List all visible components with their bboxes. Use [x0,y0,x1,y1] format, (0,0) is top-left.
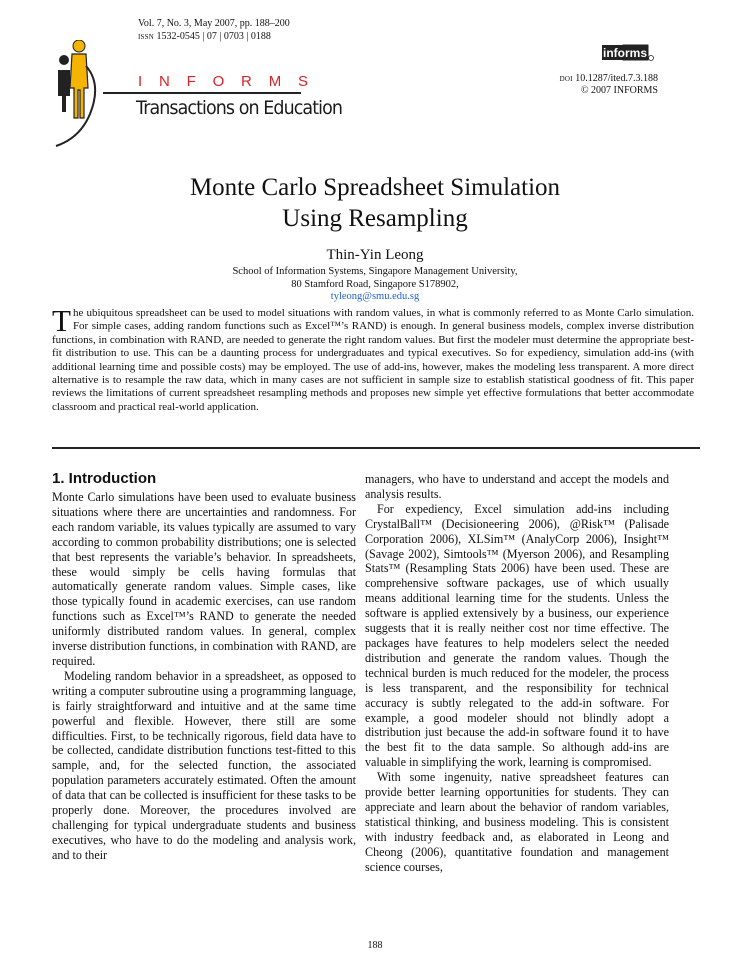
body-paragraph: managers, who have to understand and accept the models and analysis results. [365,472,669,501]
paper-title [0,172,750,234]
affiliation-line [0,279,750,304]
badge-text: informs [603,46,648,60]
affiliation-address: 80 Stamford Road, Singapore S178902, [291,278,459,290]
issn-label: issn [138,31,154,42]
title-line: Using Resampling [282,205,468,232]
abstract [52,303,694,414]
doi-label: doi [559,73,573,84]
doi-value: 10.1287/ited.7.3.188 [575,73,658,84]
body-paragraph: For expediency, Excel simulation add-ins including CrystalBall™ (Decisioneering 2006), @Risk™ (Palisade Corporation 2006), XLSim™ (AnalyCorp 2006), Insight™ (Savage 2002), Simtools™ (Myerson 2006), and Resampling Stats™ (Resampling Stats 2006) have been used. These are comprehensive software packages, use of which usually means additional learning time for the students. Unless the software is applied extensively by a business, our experience suggests that it is really neither cost nor time effective. The packages have features to help modelers select the needed distribution and generate the random values. Though the technical burden is much reduced for the modeler, the process is less transparent, and the responsibility for technical accuracy is subtly relegated to the add-in software. For example, a good modeler should not blindly adopt a distribution just because the add-in software found it to have the best fit to the data sample. So although add-ins are valuable in simplifying the work, learning is compromised. [365,501,669,770]
brand-letter: O [212,73,225,90]
right-column [365,472,669,874]
journal-figure-logo [50,40,108,150]
brand-letter: N [158,73,170,90]
abstract-divider [52,447,700,449]
brand-letter: F [186,73,196,90]
body-paragraph: Modeling random behavior in a spreadsheet, as opposed to writing a computer subroutine using a programming language, is fairly straightforward and intuitive and at the same time powerful and flexible. However, there still are some difficulties. First, to be technically rigorous, field data have to be collected, candidate distribution functions test-fitted to this sample, and, for the selected function, the associated population parameters accurately estimated. Often the amount of data that can be collected is insufficient for these tasks to be properly done. Moreover, the procedures involved are challenging for typical undergraduate students and business executives, who have to do the modeling and analysis work, and to their [52,668,356,862]
left-column [52,470,356,863]
journal-name: Transactions on Education [136,97,343,119]
abstract-dropcap: T [52,303,71,338]
body-paragraph: With some ingenuity, native spreadsheet features can provide better learning opportunities for students. They can appreciate and learn about the behavior of random variables, statistical thinking, and business modeling. This is consistent with industry feedback and, as elaborated in Leong and Cheong (2006), quantitative foundation and management science courses, [365,770,669,874]
brand-letters [138,73,308,90]
author-affiliation [0,266,750,304]
author-name: Thin-Yin Leong [326,247,424,263]
informs-badge-icon [602,44,654,61]
body-paragraph: Monte Carlo simulations have been used to evaluate business situations where there are uncertainties and randomness. For each random variable, its values typically are assumed to vary according to common probability distributions; one is selected that best represents the variable’s behavior. In spreadsheets, these would simply be cells having formulas that automatically generate random values. Simple cases, like those typically found in academic exercises, can use random functions such as Excel™’s RAND to generate the needed uniformly distributed random values. In general, complex inverse distribution functions, in combination with RAND, are required. [52,490,356,668]
page-number: 188 [367,940,383,951]
doi-line [560,73,658,85]
section-heading: 1. Introduction [52,470,157,487]
volume-line: Vol. 7, No. 3, May 2007, pp. 188–200 [138,18,290,29]
brand-letter: I [138,73,143,90]
brand-letter: S [297,73,308,90]
brand-letter: M [268,73,282,90]
brand-divider [103,92,301,94]
issn-line [138,31,271,43]
issn-value: 1532-0545 | 07 | 0703 | 0188 [156,31,271,42]
copyright-line: © 2007 INFORMS [580,85,658,96]
brand-letter: R [241,73,252,90]
abstract-text: he ubiquitous spreadsheet can be used to model situations with random values, in what is commonly referred to as Monte Carlo simulation. For simple cases, adding random functions such as Excel™’s RAND) is enough. In general business models, complex inverse distribution functions, in combination with RAND, are needed to generate the right random values. But first the modeler must determine the appropriate best-fit distribution to use. This can be a daunting process for undergraduates and typical executives. So for expediency, simulation add-ins (with additional learning time and possible costs) may be employed. The use of add-ins, however, makes the modeling less transparent. A more direct alternative is to resample the raw data, which in many cases are not sufficient in sample size to establish statistical goodness of fit. This paper reviews the limitations of current spreadsheet resampling methods and proposes new simple yet effective formulations that better accommodate classroom and practical real-world application. [52,307,694,413]
affiliation-line: School of Information Systems, Singapore Management University, [232,266,518,277]
title-line: Monte Carlo Spreadsheet Simulation [189,174,561,201]
author-email-link[interactable]: tyleong@smu.edu.sg [330,291,420,302]
